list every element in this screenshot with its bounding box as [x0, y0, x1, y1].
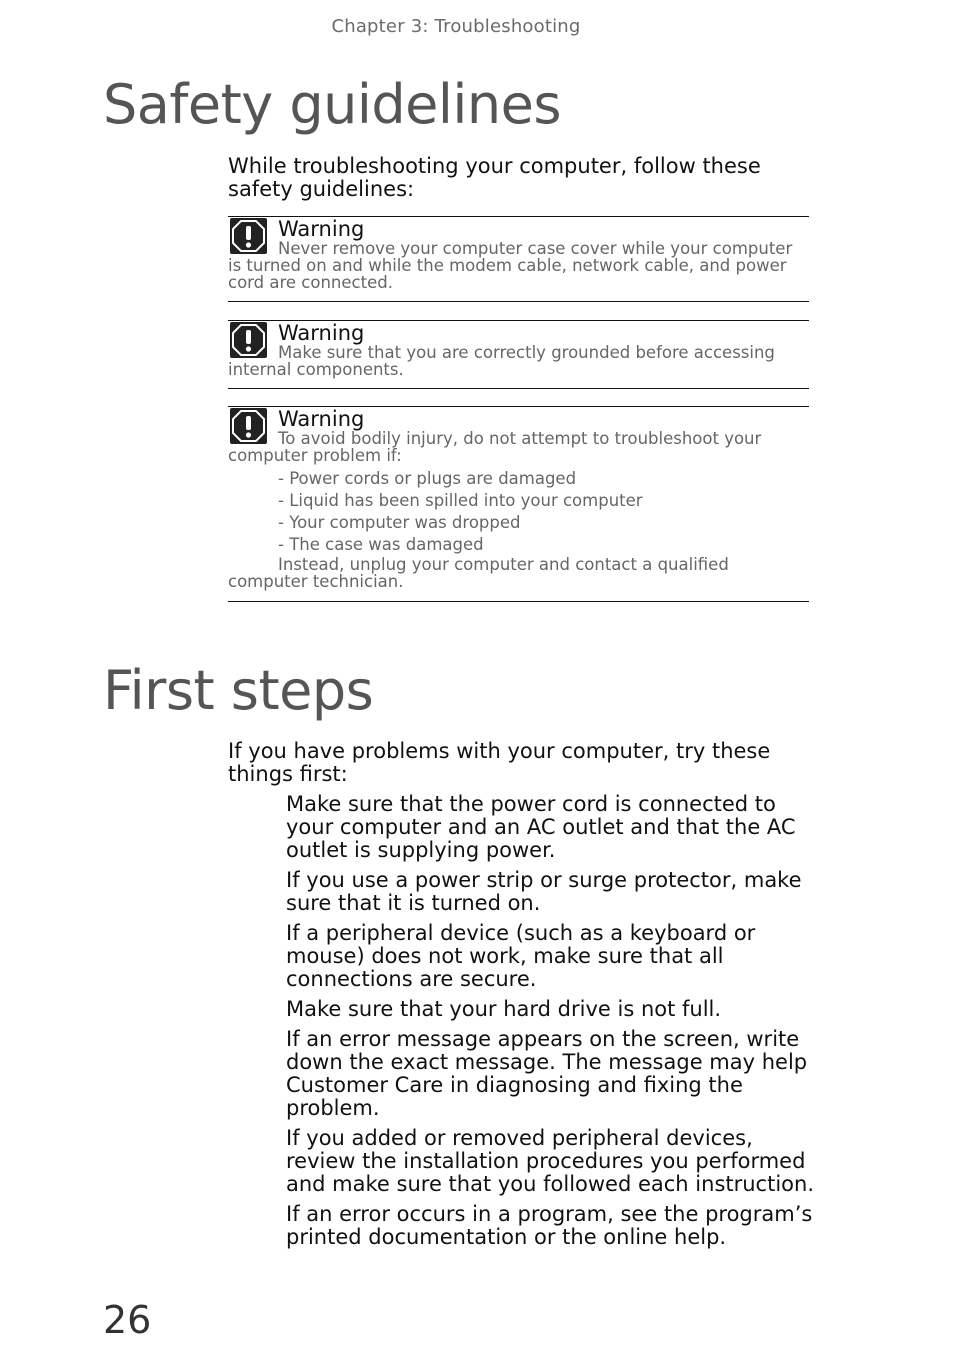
running-header: Chapter 3: Troubleshooting — [331, 16, 581, 37]
section-heading-safety-guidelines: Safety guidelines — [103, 73, 561, 136]
warning-title: Warning — [278, 407, 365, 431]
warning-text — [228, 344, 809, 378]
warning-text-rest: is turned on and while the modem cable, network cable, and power cord are connected. — [228, 256, 787, 292]
page-number: 26 — [103, 1298, 152, 1342]
warning-outro-rest: computer technician. — [228, 572, 404, 591]
list-item: - Liquid has been spilled into your computer — [278, 491, 643, 510]
warning-text-line1: Never remove your computer case cover while your computer — [278, 239, 793, 258]
list-item: If you use a power strip or surge protector, make sure that it is turned on. — [286, 868, 802, 915]
warning-text-line1: Make sure that you are correctly grounded before accessing — [278, 343, 775, 362]
first-steps-intro: If you have problems with your computer, try these things first: — [228, 739, 771, 786]
warning-box — [228, 216, 809, 302]
section-heading-first-steps: First steps — [103, 659, 374, 722]
warning-conditions-list — [228, 468, 809, 556]
warning-text-rest: computer problem if: — [228, 446, 402, 465]
list-item: Make sure that your hard drive is not full. — [286, 997, 722, 1021]
warning-exclamation-icon — [230, 322, 267, 358]
warning-title: Warning — [278, 321, 365, 345]
list-item: - Your computer was dropped — [278, 513, 521, 532]
list-item: If an error occurs in a program, see the program’s printed documentation or the online help. — [286, 1202, 813, 1249]
warning-outro-line1: Instead, unplug your computer and contact a qualified — [278, 555, 729, 574]
list-item: If you added or removed peripheral devices, review the installation procedures you performed and make sure that you followed each instruction. — [286, 1126, 815, 1196]
warning-box — [228, 406, 809, 602]
warning-outro — [228, 556, 809, 590]
warning-text — [228, 240, 809, 291]
list-item: If a peripheral device (such as a keyboard or mouse) does not work, make sure that all connections are secure. — [286, 921, 756, 991]
warning-title: Warning — [278, 217, 365, 241]
list-item: - The case was damaged — [278, 535, 484, 554]
first-steps-list — [286, 793, 816, 1256]
list-item: Make sure that the power cord is connected to your computer and an AC outlet and that the AC outlet is supplying power. — [286, 792, 796, 862]
warning-text-rest: internal components. — [228, 360, 404, 379]
warning-text-line1: To avoid bodily injury, do not attempt to troubleshoot your — [278, 429, 762, 448]
warning-exclamation-icon — [230, 218, 267, 254]
list-item: If an error message appears on the screen, write down the exact message. The message may help Customer Care in diagnosing and fixing the problem. — [286, 1027, 808, 1120]
warning-text — [228, 430, 809, 464]
safety-intro: While troubleshooting your computer, follow these safety guidelines: — [228, 154, 761, 201]
warning-exclamation-icon — [230, 408, 267, 444]
warning-box — [228, 320, 809, 389]
list-item: - Power cords or plugs are damaged — [278, 469, 577, 488]
